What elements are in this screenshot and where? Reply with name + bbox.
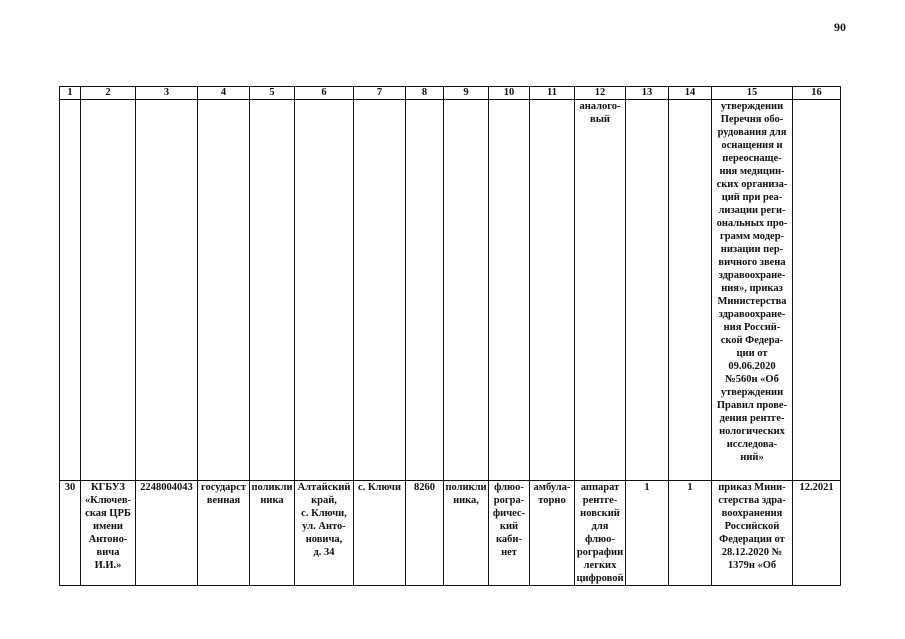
address-cell: Алтайский край, с. Ключи, ул. Анто- новича, д. 34 [295,481,354,586]
column-header: 6 [295,87,354,100]
column-header: 8 [406,87,444,100]
table-cell [354,100,406,481]
table-cell [793,100,841,481]
table-cell [198,100,250,481]
facility-type-cell: поликли ника [250,481,295,586]
equipment-table [59,86,841,586]
table-cell [444,100,489,481]
unit-cell: поликли ника, [444,481,489,586]
table-cell [669,100,712,481]
table-cell [250,100,295,481]
column-header: 5 [250,87,295,100]
table-cell [406,100,444,481]
regulation-cell: утверждении Перечня обо- рудования для оснащения и переоснаще- ния медицин- ских организа- ций при реа- лизации реги- ональных про- грамм модер- низации пер- вичного звена здравоохране- ния», приказ Министерства здравоохране- ния Россий- ской Федера- ции от 09.06.2020 №560н «Об утверждении Правил прове- дения рентге- нологических исследова- ний» [712,100,793,481]
column-header: 14 [669,87,712,100]
column-header: 15 [712,87,793,100]
table-cell [81,100,136,481]
table-row-30 [60,481,841,586]
column-number-row [60,87,841,100]
quantity-cell: 1 [669,481,712,586]
ownership-cell: государст венная [198,481,250,586]
equipment-type-cell: аппарат рентге- новский для флюо- рографии легких цифровой [576,482,624,584]
column-header: 10 [489,87,530,100]
column-header: 13 [626,87,669,100]
equipment-type-cell: аналого- вый [575,100,626,481]
row-number-cell: 30 [60,481,81,586]
population-cell: 8260 [406,481,444,586]
table-cell [530,100,575,481]
table-cell [489,100,530,481]
care-condition-cell: амбула- торно [530,481,575,586]
regulation-cell: приказ Мини- стерства здра- воохранения Российской Федерации от 28.12.2020 № 1379н «Об [712,481,793,586]
column-header: 11 [530,87,575,100]
quantity-cell: 1 [626,481,669,586]
organization-name-cell: КГБУЗ «Ключев- ская ЦРБ имени Антоно- вича И.И.» [81,481,136,586]
column-header: 2 [81,87,136,100]
column-header: 1 [60,87,81,100]
table-cell [136,100,198,481]
column-header: 3 [136,87,198,100]
column-header: 16 [793,87,841,100]
inn-cell: 2248004043 [136,481,198,586]
column-header: 7 [354,87,406,100]
table-cell [60,100,81,481]
settlement-cell: с. Ключи [354,481,406,586]
page-number: 90 [834,20,846,34]
table-cell [626,100,669,481]
column-header: 9 [444,87,489,100]
table-row-continuation [60,100,841,481]
room-cell: флюо- рогра- фичес- кий каби- нет [489,481,530,586]
table-cell [295,100,354,481]
column-header: 4 [198,87,250,100]
date-cell: 12.2021 [793,481,841,586]
column-header: 12 [575,87,626,100]
